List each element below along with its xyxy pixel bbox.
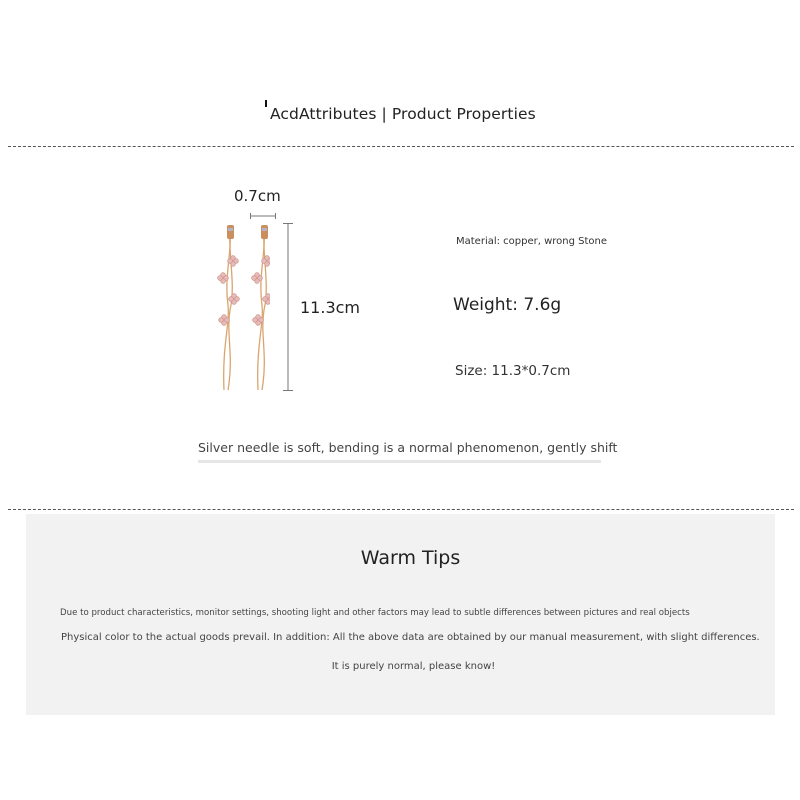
warm-tips-line: Physical color to the actual goods prevail. In addition: All the above data are obtained by our manual measurement, with slight differences. [61,632,760,643]
length-dimension-line [282,223,294,391]
header-accent-mark [265,100,267,107]
spec-weight: Weight: 7.6g [453,295,562,315]
page-title: AcdAttributes | Product Properties [270,105,536,123]
width-dimension-line [250,213,276,219]
spec-size: Size: 11.3*0.7cm [455,363,571,379]
spec-material: Material: copper, wrong Stone [456,236,608,247]
care-note-underline [198,460,601,463]
warm-tips-panel [26,514,775,715]
warm-tips-line: Due to product characteristics, monitor settings, shooting light and other factors may lead to subtle differences between pictures and real objects [60,608,690,618]
length-dimension-label: 11.3cm [300,298,361,317]
warm-tips-title: Warm Tips [360,547,461,569]
width-dimension-label: 0.7cm [234,187,281,205]
earring-product-image [210,215,270,395]
warm-tips-line: It is purely normal, please know! [331,661,496,672]
bottom-divider [8,509,794,510]
care-note: Silver needle is soft, bending is a normal phenomenon, gently shift [198,440,618,455]
top-divider [8,146,794,147]
